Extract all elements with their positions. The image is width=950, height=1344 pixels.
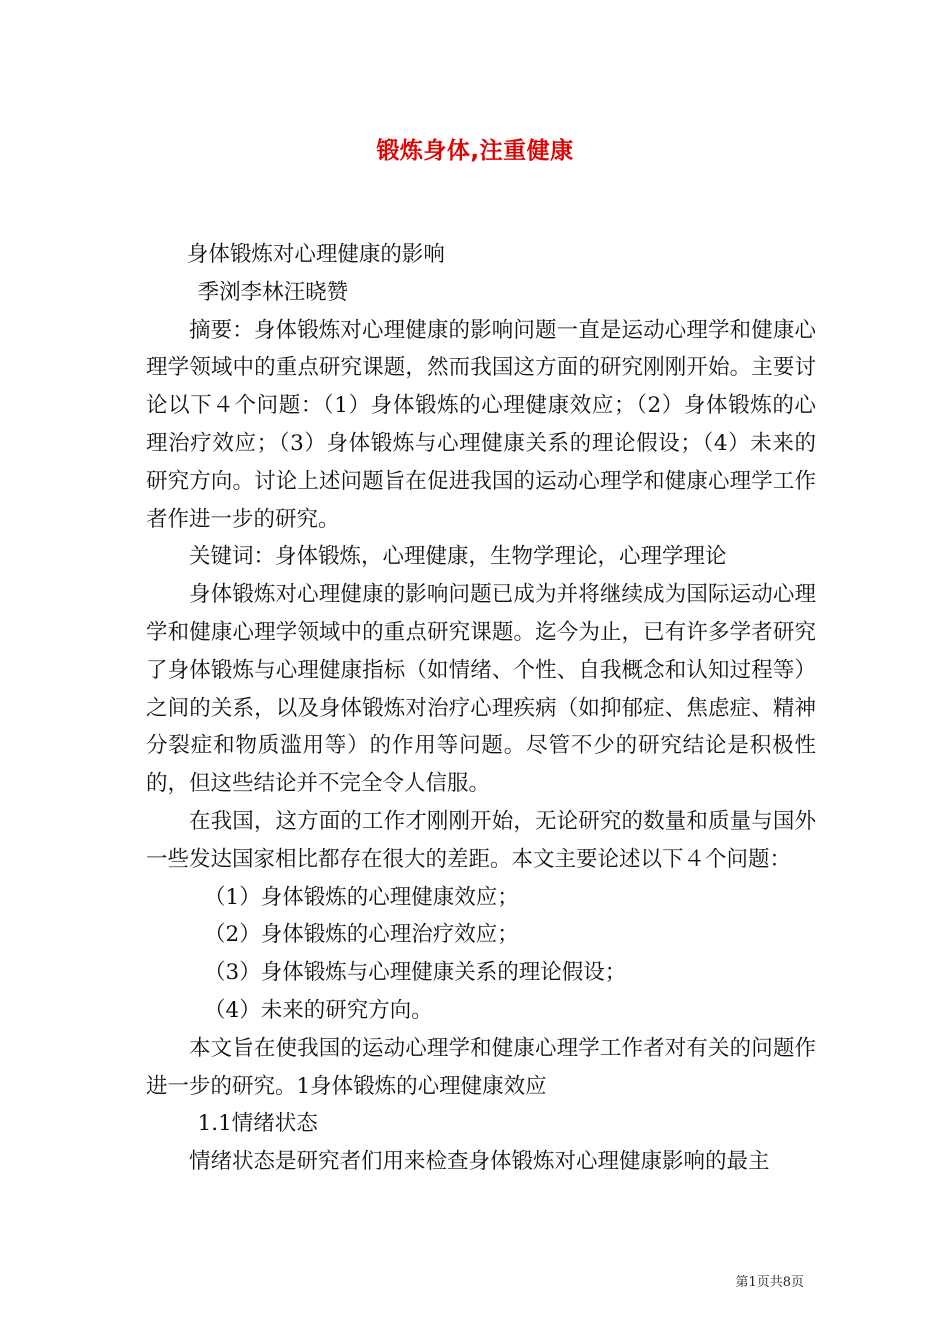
section-heading: 1.1情绪状态 (197, 1111, 318, 1137)
list-item: （3）身体锻炼与心理健康关系的理论假设； (204, 960, 627, 986)
author-line: 季浏李林汪晓赞 (197, 279, 349, 305)
body-paragraph: 情绪状态是研究者们用来检查身体锻炼对心理健康影响的最主 (189, 1149, 770, 1175)
list-item: （4）未来的研究方向。 (204, 997, 433, 1023)
keywords-paragraph: 关键词：身体锻炼，心理健康，生物学理论，心理学理论 (189, 544, 727, 570)
abstract-paragraph: 摘要：身体锻炼对心理健康的影响问题一直是运动心理学和健康心理学领域中的重点研究课题，然而我国这方面的研究刚刚开始。主要讨论以下４个问题：（1）身体锻炼的心理健康效应；（2）身体锻炼的心理治疗效应；（3）身体锻炼与心理健康关系的理论假设；（4）未来的研究方向。讨论上述问题旨在促进我国的运动心理学和健康心理学工作者作进一步的研究。 (146, 317, 816, 532)
list-item: （2）身体锻炼的心理治疗效应； (204, 922, 519, 948)
document-body (146, 236, 816, 1181)
body-paragraph: 在我国，这方面的工作才刚刚开始，无论研究的数量和质量与国外一些发达国家相比都存在很大的差距。本文主要论述以下４个问题： (146, 808, 816, 872)
document-title: 锻炼身体,注重健康 (376, 138, 574, 164)
intro-paragraph: 身体锻炼对心理健康的影响问题已成为并将继续成为国际运动心理学和健康心理学领域中的重点研究课题。迄今为止，已有许多学者研究了身体锻炼与心理健康指标（如情绪、个性、自我概念和认知过程等）之间的关系，以及身体锻炼对治疗心理疾病（如抑郁症、焦虑症、精神分裂症和物质滥用等）的作用等问题。尽管不少的研究结论是积极性的，但这些结论并不完全令人信服。 (146, 582, 816, 797)
body-paragraph: 本文旨在使我国的运动心理学和健康心理学工作者对有关的问题作进一步的研究。1身体锻炼的心理健康效应 (146, 1035, 816, 1099)
list-item: （1）身体锻炼的心理健康效应； (204, 884, 519, 910)
page-number: 第1页共8页 (735, 1275, 804, 1290)
article-title: 身体锻炼对心理健康的影响 (186, 242, 445, 267)
